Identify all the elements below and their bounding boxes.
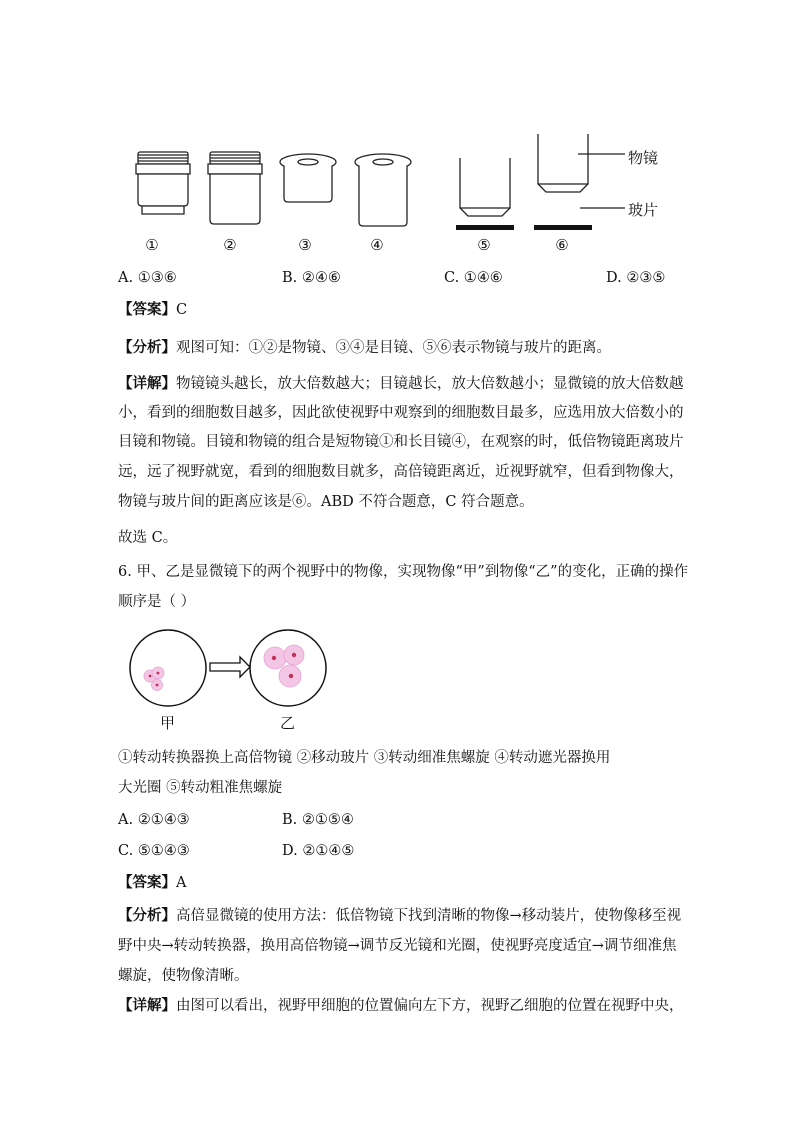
q5-detail-line-2: 小，看到的细胞数目越多，因此欲使视野中观察到的细胞数目最多，应选用放大倍数小的	[118, 405, 684, 421]
slide-bar-5	[456, 225, 514, 230]
q5-detail-line-4: 远，远了视野就宽，看到的细胞数目就多，高倍镜距离近，近视野就窄，但看到物像大，	[118, 464, 684, 480]
q6-analysis-line-2: 野中央→转动转换器，换用高倍物镜→调节反光镜和光圈，使视野亮度适宜→调节细准焦	[118, 938, 677, 954]
detail-text: 由图可以看出，视野甲细胞的位置偏向左下方，视野乙细胞的位置在视野中央，	[176, 998, 684, 1014]
q6-analysis-line-3: 螺旋，使物像清晰。	[118, 968, 249, 984]
answer-value: C	[176, 302, 188, 318]
long-eyepiece-lens	[355, 154, 411, 226]
q6-steps-line-1: ①转动转换器换上高倍物镜 ②移动玻片 ③转动细准焦螺旋 ④转动遮光器换用	[118, 750, 611, 766]
q6-option-d: D. ②①④⑤	[282, 843, 355, 859]
q5-analysis	[118, 338, 678, 358]
objective-far-from-slide	[460, 158, 510, 216]
q6-analysis-line-1	[118, 906, 682, 926]
q6-stem-line-1: 6. 甲、乙是显微镜下的两个视野中的物像，实现物像“甲”到物像“乙”的变化，正确的操作	[118, 564, 689, 580]
q6-option-c: C. ⑤①④③	[118, 843, 190, 859]
q5-detail-line-3: 目镜和物镜。目镜和物镜的组合是短物镜①和长目镜④，在观察的时，低倍物镜距离玻片	[118, 434, 684, 450]
label-slide: 玻片	[628, 201, 659, 219]
microscope-fields-figure	[128, 628, 328, 708]
q5-option-b: B. ②④⑥	[282, 270, 341, 286]
detail-tag: 【详解】	[118, 375, 176, 392]
short-objective-lens	[136, 152, 190, 214]
q5-option-c: C. ①④⑥	[444, 270, 503, 286]
answer-tag: 【答案】	[118, 301, 176, 318]
analysis-tag: 【分析】	[118, 907, 176, 924]
q6-answer	[118, 873, 678, 893]
analysis-tag: 【分析】	[118, 339, 176, 356]
q5-detail-line-1	[118, 374, 684, 394]
arrow-icon	[210, 657, 250, 677]
figure-number-4: ④	[370, 236, 384, 254]
field-label-jia: 甲	[160, 714, 176, 732]
figure-number-6: ⑥	[555, 236, 569, 254]
label-objective: 物镜	[628, 149, 659, 167]
figure-number-1: ①	[145, 236, 159, 254]
q5-option-d: D. ②③⑤	[606, 270, 666, 286]
answer-value: A	[176, 875, 187, 891]
q5-option-a: A. ①③⑥	[118, 270, 177, 286]
q6-steps-line-2: 大光圈 ⑤转动粗准焦螺旋	[118, 780, 283, 796]
answer-tag: 【答案】	[118, 874, 176, 891]
q6-option-b: B. ②①⑤④	[282, 812, 354, 828]
field-jia	[130, 630, 206, 706]
q6-detail-line-1	[118, 996, 684, 1016]
short-eyepiece-lens	[280, 154, 336, 202]
q6-stem-line-2: 顺序是（ ）	[118, 594, 196, 610]
analysis-text: 观图可知：①②是物镜、③④是目镜、⑤⑥表示物镜与玻片的距离。	[176, 340, 611, 356]
objective-near-slide	[538, 134, 625, 208]
slide-bar-6	[534, 225, 592, 230]
figure-number-3: ③	[298, 236, 312, 254]
field-label-yi: 乙	[280, 714, 296, 732]
q6-option-a: A. ②①④③	[118, 812, 190, 828]
q5-detail-line-5: 物镜与玻片间的距离应该是⑥。ABD 不符合题意，C 符合题意。	[118, 494, 534, 510]
detail-tag: 【详解】	[118, 997, 176, 1014]
q5-conclusion: 故选 C。	[118, 530, 178, 546]
figure-number-2: ②	[223, 236, 237, 254]
q5-answer	[118, 300, 678, 320]
figure-number-5: ⑤	[477, 236, 491, 254]
analysis-text: 高倍显微镜的使用方法：低倍物镜下找到清晰的物像→移动装片，使物像移至视	[176, 908, 682, 924]
lens-figure	[120, 130, 680, 230]
detail-text: 物镜镜头越长，放大倍数越大；目镜越长，放大倍数越小；显微镜的放大倍数越	[176, 376, 684, 392]
long-objective-lens	[208, 152, 262, 224]
